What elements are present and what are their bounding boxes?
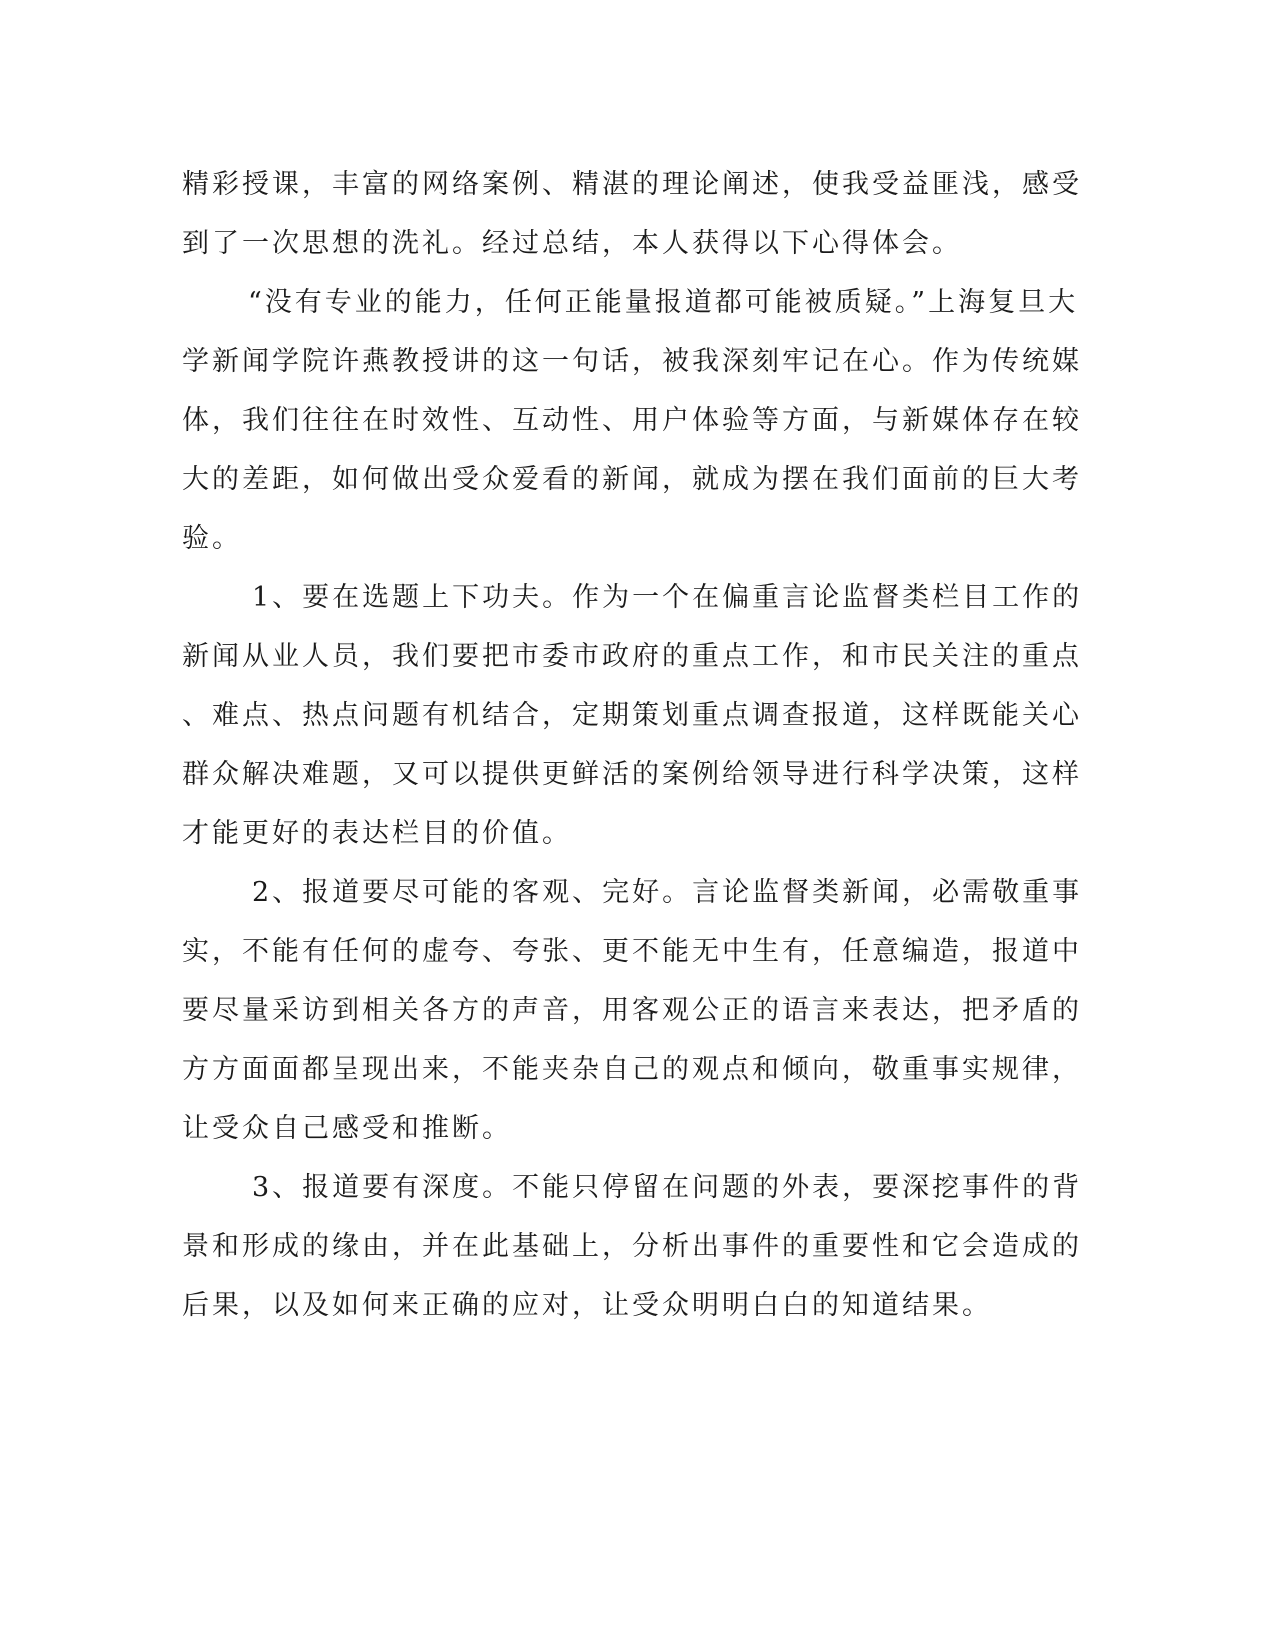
paragraph-3 [182,568,1083,863]
paragraph-line: 2、报道要尽可能的客观、完好。言论监督类新闻，必需敬重事 [252,877,1083,908]
paragraph-line: 景和形成的缘由，并在此基础上，分析出事件的重要性和它会造成的 [182,1231,1082,1262]
paragraph-line: 精彩授课，丰富的网络案例、精湛的理论阐述，使我受益匪浅，感受 [182,169,1082,200]
document-body [182,155,1083,1335]
paragraph-line: 学新闻学院许燕教授讲的这一句话，被我深刻牢记在心。作为传统媒 [182,346,1082,377]
paragraph-line: 、难点、热点问题有机结合，定期策划重点调查报道，这样既能关心 [182,700,1082,731]
paragraph-line: 到了一次思想的洗礼。经过总结，本人获得以下心得体会。 [182,228,962,259]
paragraph-line: 后果，以及如何来正确的应对，让受众明明白白的知道结果。 [182,1290,992,1321]
paragraph-line: 实，不能有任何的虚夸、夸张、更不能无中生有，任意编造，报道中 [182,936,1082,967]
paragraph-line: 体，我们往往在时效性、互动性、用户体验等方面，与新媒体存在较 [182,405,1082,436]
paragraph-line: 新闻从业人员，我们要把市委市政府的重点工作，和市民关注的重点 [182,641,1082,672]
paragraph-line: 让受众自己感受和推断。 [182,1113,512,1144]
paragraph-line: 要尽量采访到相关各方的声音，用客观公正的语言来表达，把矛盾的 [182,995,1082,1026]
paragraph-line: 大的差距，如何做出受众爱看的新闻，就成为摆在我们面前的巨大考 [182,464,1082,495]
paragraph-line: 方方面面都呈现出来，不能夹杂自己的观点和倾向，敬重事实规律， [182,1054,1082,1085]
paragraph-4 [182,863,1083,1158]
paragraph-line: 群众解决难题，又可以提供更鲜活的案例给领导进行科学决策，这样 [182,759,1082,790]
paragraph-2 [182,273,1082,568]
paragraph-line: 1、要在选题上下功夫。作为一个在偏重言论监督类栏目工作的 [252,582,1083,613]
paragraph-1 [182,155,1082,273]
paragraph-line: 才能更好的表达栏目的价值。 [182,818,572,849]
paragraph-line: 3、报道要有深度。不能只停留在问题的外表，要深挖事件的背 [252,1172,1083,1203]
paragraph-line: 验。 [182,523,242,554]
paragraph-line: “没有专业的能力，任何正能量报道都可能被质疑。”上海复旦大 [248,287,1079,318]
paragraph-5 [182,1158,1083,1335]
